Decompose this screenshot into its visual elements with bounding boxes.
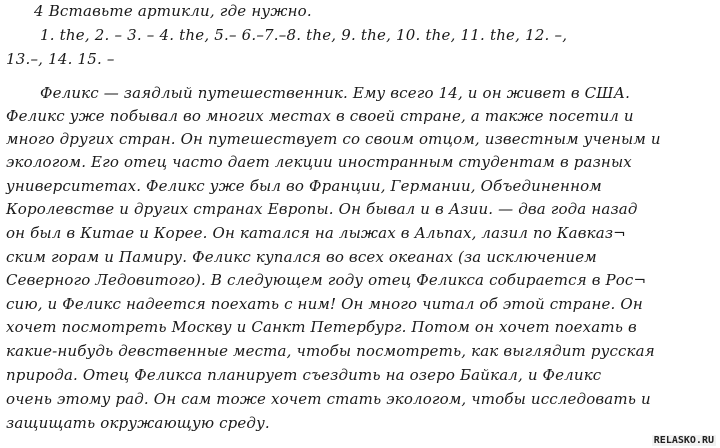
text-line: много других стран. Он путешествует со своим отцом, известным ученым и <box>6 130 661 148</box>
text-line: природа. Отец Феликса планирует съездить на озеро Байкал, и Феликс <box>6 366 602 384</box>
text-line: он был в Китае и Корее. Он катался на лыжах в Альпах, лазил по Кавказ¬ <box>6 224 626 242</box>
watermark: RELASKO.RU <box>653 435 714 446</box>
text-line: Феликс — заядлый путешественник. Ему всего 14, и он живет в США. <box>40 84 630 102</box>
text-line: Королевстве и других странах Европы. Он бывал и в Азии. — два года назад <box>6 200 638 218</box>
task-heading: 4 Вставьте артикли, где нужно. <box>34 2 312 20</box>
text-line: очень этому рад. Он сам тоже хочет стать экологом, чтобы исследовать и <box>6 390 651 408</box>
text-line: университетах. Феликс уже был во Франции, Германии, Объединенном <box>6 177 602 195</box>
text-line: экологом. Его отец часто дает лекции иностранным студентам в разных <box>6 153 632 171</box>
text-line: Северного Ледовитого). В следующем году отец Феликса собирается в Рос¬ <box>6 271 647 289</box>
text-line: ским горам и Памиру. Феликс купался во всех океанах (за исключением <box>6 248 597 266</box>
task-answers-line-1: 1. the, 2. – 3. – 4. the, 5.– 6.–7.–8. the, 9. the, 10. the, 11. the, 12. –, <box>40 26 568 44</box>
task-answers-line-2: 13.–, 14. 15. – <box>6 50 115 68</box>
text-line: какие-нибудь девственные места, чтобы посмотреть, как выглядит русская <box>6 342 655 360</box>
text-line: сию, и Феликс надеется поехать с ним! Он много читал об этой стране. Он <box>6 295 643 313</box>
text-line: хочет посмотреть Москву и Санкт Петербург. Потом он хочет поехать в <box>6 318 637 336</box>
text-line: Феликс уже побывал во многих местах в своей стране, а также посетил и <box>6 107 634 125</box>
text-line: защищать окружающую среду. <box>6 414 270 432</box>
